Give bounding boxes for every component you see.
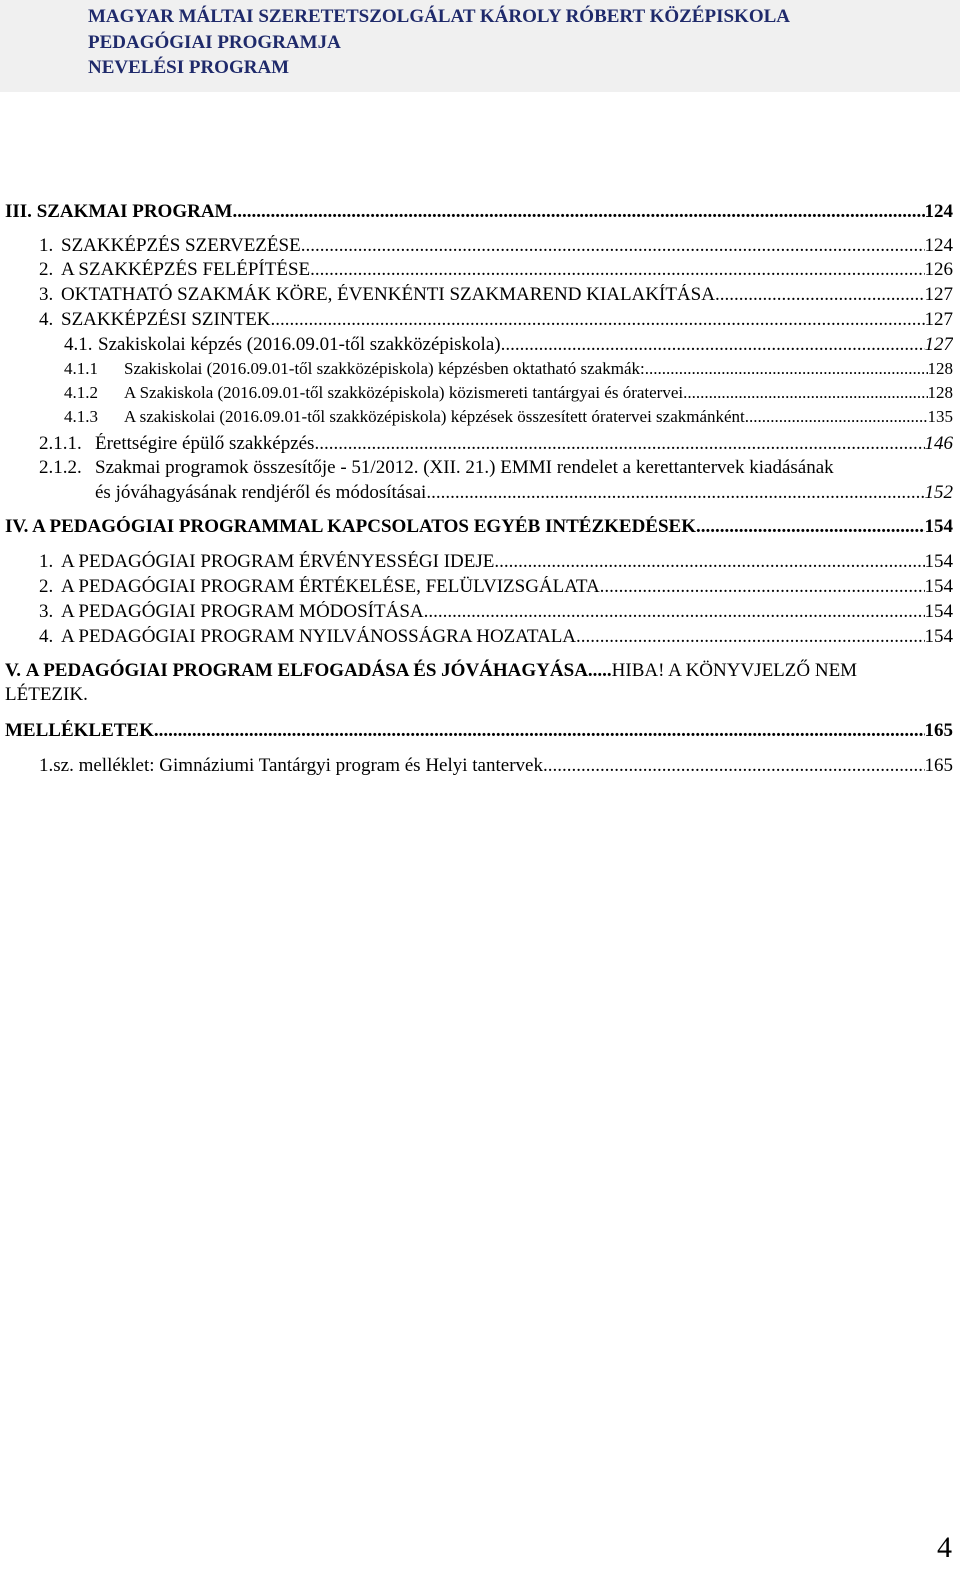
toc-title: A PEDAGÓGIAI PROGRAM NYILVÁNOSSÁGRA HOZATALA [61,626,577,647]
page-header [0,0,960,92]
toc-number: 4. [39,309,54,330]
toc-entry[interactable] [39,309,953,331]
toc-leader [715,284,925,306]
toc-number: 3. [39,284,54,305]
toc-entry[interactable] [39,626,953,648]
toc-entry-error[interactable] [5,660,857,682]
toc-number: V. [5,660,22,681]
header-line-3: NEVELÉSI PROGRAM [88,57,290,78]
toc-entry-line1[interactable] [39,457,834,479]
toc-entry[interactable] [39,551,953,573]
toc-leader [424,601,925,623]
toc-leader [501,334,925,356]
toc-leader [543,755,925,777]
toc-leader [696,516,924,538]
toc-entry[interactable] [39,433,953,455]
toc-title: 1.sz. melléklet: Gimnáziumi Tantárgyi program és Helyi tantervek [39,755,543,776]
toc-leader [645,359,928,379]
toc-leader [233,201,925,223]
toc-number: 4.1. [64,334,93,355]
toc-number: 4.1.1 [64,359,98,378]
toc-title: SZAKKÉPZÉSI SZINTEK [61,309,271,330]
toc-number: 4. [39,626,54,647]
toc-page: 154 [924,551,953,572]
toc-page: 126 [924,259,953,280]
toc-title: A PEDAGÓGIAI PROGRAMMAL KAPCSOLATOS EGYÉB INTÉZKEDÉSEK [32,516,697,537]
toc-page: 154 [924,626,953,647]
toc-title: Érettségire épülő szakképzés [95,433,315,454]
toc-page: 124 [924,235,953,256]
toc-number: 2. [39,259,54,280]
toc-page: 154 [924,516,953,537]
toc-leader [310,259,924,281]
toc-entry[interactable] [64,383,953,403]
toc-leader [683,383,927,403]
header-line-2: PEDAGÓGIAI PROGRAMJA [88,32,341,53]
toc-title: MELLÉKLETEK [5,720,154,741]
toc-title: A szakiskolai (2016.09.01-től szakközépiskola) képzések összesített óratervei szakmánként [124,407,745,426]
toc-title: Szakiskolai képzés (2016.09.01-től szakközépiskola) [98,334,501,355]
toc-leader: ..... [587,660,612,681]
toc-leader [600,576,925,598]
toc-number: 2.1.1. [39,433,82,454]
toc-entry[interactable] [39,259,953,281]
toc-page: 127 [924,334,953,355]
toc-page: 135 [927,407,953,426]
toc-leader [301,235,925,257]
toc-entry[interactable] [95,482,953,504]
toc-number: 1. [39,235,54,256]
toc-number: 4.1.3 [64,407,98,426]
toc-number: 2. [39,576,54,597]
toc-leader [576,626,924,648]
toc-number: 1. [39,551,54,572]
toc-title: A PEDAGÓGIAI PROGRAM ÉRVÉNYESSÉGI IDEJE [61,551,495,572]
toc-page: 127 [924,284,953,305]
bookmark-error: HIBA! A KÖNYVJELZŐ NEM [611,660,858,681]
toc-entry[interactable] [64,359,953,379]
toc-leader [426,482,924,504]
toc-page: 128 [927,383,953,402]
toc-number: III. [5,201,32,222]
toc-title: Szakmai programok összesítője - 51/2012. (XII. 21.) EMMI rendelet a kerettantervek kiadásának [95,457,834,478]
toc-page: 146 [924,433,953,454]
toc-title: A PEDAGÓGIAI PROGRAM MÓDOSÍTÁSA [61,601,424,622]
toc-entry[interactable] [5,201,953,223]
toc-entry[interactable] [39,576,953,598]
toc-page: 124 [924,201,953,222]
page-number: 4 [937,1531,952,1564]
toc-entry-error-continued [5,684,88,706]
toc-entry[interactable] [39,235,953,257]
toc-entry[interactable] [64,407,953,427]
toc-number: 2.1.2. [39,457,82,478]
toc-page: 165 [924,720,953,741]
toc-entry[interactable] [39,284,953,306]
toc-page: 152 [924,482,953,503]
toc-entry[interactable] [5,516,953,538]
toc-title: A PEDAGÓGIAI PROGRAM ELFOGADÁSA ÉS JÓVÁHAGYÁSA [25,660,588,681]
toc-leader [314,433,924,455]
toc-number: 4.1.2 [64,383,98,402]
toc-page: 128 [927,359,953,378]
toc-page: 154 [924,601,953,622]
toc-leader [271,309,925,331]
toc-leader [154,720,925,742]
toc-title: OKTATHATÓ SZAKMÁK KÖRE, ÉVENKÉNTI SZAKMAREND KIALAKÍTÁSA [61,284,715,305]
toc-title: SZAKKÉPZÉS SZERVEZÉSE [61,235,301,256]
toc-number: IV. [5,516,29,537]
toc-title: SZAKMAI PROGRAM [36,201,233,222]
toc-page: 154 [924,576,953,597]
toc-title: Szakiskolai (2016.09.01-től szakközépiskola) képzésben oktatható szakmák: [124,359,645,378]
toc-title-continued: és jóváhagyásának rendjéről és módosításai [95,482,427,503]
toc-page: 165 [924,755,953,776]
toc-title: A PEDAGÓGIAI PROGRAM ÉRTÉKELÉSE, FELÜLVIZSGÁLATA [61,576,600,597]
toc-title: A Szakiskola (2016.09.01-től szakközépiskola) közismereti tantárgyai és óratervei [124,383,684,402]
toc-entry[interactable] [39,601,953,623]
toc-page: 127 [924,309,953,330]
toc-entry[interactable] [64,334,953,356]
toc-entry[interactable] [39,755,953,777]
toc-entry[interactable] [5,720,953,742]
toc-title: A SZAKKÉPZÉS FELÉPÍTÉSE [61,259,311,280]
toc-number: 3. [39,601,54,622]
header-line-1: MAGYAR MÁLTAI SZERETETSZOLGÁLAT KÁROLY RÓBERT KÖZÉPISKOLA [88,6,790,27]
toc-leader [494,551,924,573]
bookmark-error-continued: LÉTEZIK. [5,684,88,705]
toc-leader [745,407,928,427]
